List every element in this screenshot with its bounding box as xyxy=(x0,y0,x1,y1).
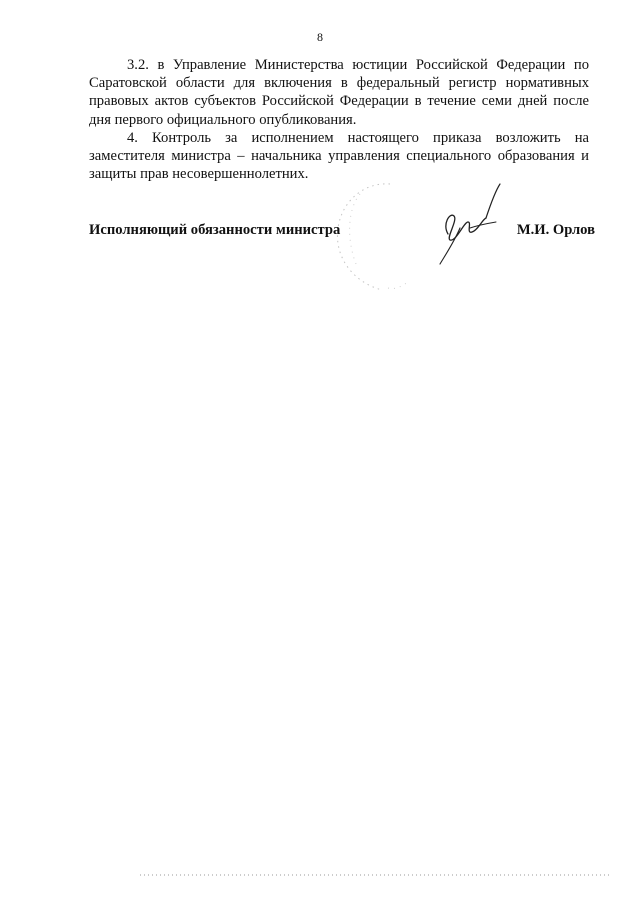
document-body xyxy=(89,56,589,183)
page-number: 8 xyxy=(317,30,323,44)
paragraph-3-2: 3.2. в Управление Министерства юстиции Российской Федерации по Саратовской области для включения в федеральный регистр нормативных правовых актов субъектов Российской Федерации в течение семи дней после дня первого официального опубликования. xyxy=(89,57,589,128)
signer-title: Исполняющий обязанности министра xyxy=(89,222,341,238)
signature-block xyxy=(89,222,595,302)
handwritten-signature xyxy=(420,176,510,266)
bottom-dotted-line xyxy=(140,874,610,876)
signer-name: М.И. Орлов xyxy=(516,222,595,238)
paragraph-4: 4. Контроль за исполнением настоящего приказа возложить на заместителя министра – начальника управления специального образования и защиты прав несовершеннолетних. xyxy=(89,129,589,183)
